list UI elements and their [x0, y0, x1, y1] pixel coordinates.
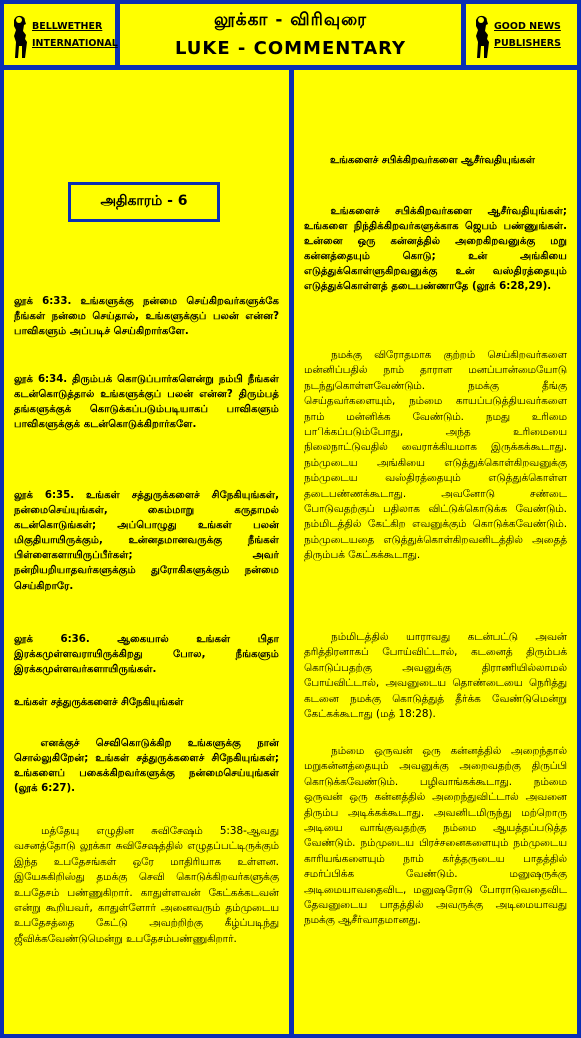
title-english: LUKE - COMMENTARY	[174, 38, 407, 59]
bellwether-logo-line1: BELLWETHER	[32, 21, 103, 32]
chapter-label: அதிகாரம் - 6	[68, 182, 220, 222]
verse-6-34: லூக் 6:34. திரும்பக் கொடுப்பார்களென்று நம்பி நீங்கள் கடன்கொடுத்தால் உங்களுக்குப் பலன் என்ன? திரும்பத் தங்களுக்குக் கொடுக்கப்படும்படியாகப் பாவிகளும் பாவிகளுக்குக் கடன்கொடுக்கிறார்களே.	[14, 374, 279, 431]
section-heading: உங்கள் சத்துருக்களைச் சிநேகியுங்கள்	[14, 697, 184, 708]
commentary-paragraph-2: நம்மிடத்தில் யாராவது கடன்பட்டு அவன் தரித்திரனாகப் போய்விட்டால், கடனைத் திரும்பக் கொடுப்பதற்கு அவனுக்கு திராணியில்லாமல் போய்விட்டால், அவனுடைய தொண்டையை நெரித்து கடனை நமக்கு கொடுத்துத் தீர்க்க வேண்டுமென்று கேட்கக்கூடாது (மத் 18:28).	[304, 631, 567, 721]
commentary-paragraph-1: நமக்கு விரோதமாக குற்றம் செய்கிறவர்களை மன்னிப்பதில் நாம் தாராள மனப்பான்மையோடு நடந்துகொள்ளவேண்டும். நமக்கு தீங்கு செய்தவர்களையும், நம்மை காயப்படுத்தியவர்களை நாம் மன்னிக்க வேண்டும். நமது உரிமை பாிக்கப்படும்போது, அந்த உரிமையை நிலைநாட்டுவதில் வைராக்கியமாக இருக்கக்கூடாது. நம்முடைய அங்கியை எடுத்துக்கொள்கிறவனுக்கு நம்முடைய வஸ்திரத்தையும் எடுத்துக்கொள்ள தடைபண்ணக்கூடாது. அவனோடு சண்டை போடுவதற்குப் பதிலாக விட்டுக்கொடுக்க வேண்டும். நம்மிடத்தில் கேட்கிற எவனுக்கும் கொடுக்கவேண்டும். நம்முடையதை எடுத்துக்கொள்கிறவனிடத்தில் அதைத் திரும்பக் கேட்கக்கூடாது.	[304, 349, 567, 562]
bellwether-logo-line2: INTERNATIONAL	[32, 38, 118, 49]
commentary-paragraph-3: நம்மை ஒருவன் ஒரு கன்னத்தில் அறைந்தால் மறுகன்னத்தையும் அவனுக்கு அறைவதற்கு திருப்பி கொடுக்கவேண்டும். பழிவாங்கக்கூடாது. நம்மை ஒருவன் ஒரு கன்னத்தில் அறைந்துவிட்டால் அவனை திரும்ப அடிக்கக்கூடாது. அவனிடமிருந்து மற்றொரு அடியை வாங்குவதற்கு நம்மை ஆயத்தப்படுத்த வேண்டும். நம்முடைய பிரச்சனைகளையும் நம்முடைய காரியங்களையும் நாம் கர்த்தருடைய பாதத்தில் சமர்ப்பிக்க வேண்டும். மனுஷருக்கு அடிமையாவதைவிட, மனுஷரோடு போராடுவதைவிட தேவனுடைய பாதத்தில் அவருக்கு அடிமையாவது நமக்கு ஆசீர்வாதமானது.	[304, 745, 567, 927]
title-tamil: லூக்கா - விரிவுரை	[213, 10, 368, 30]
quote-6-27: எனக்குச் செவிகொடுக்கிற உங்களுக்கு நான் சொல்லுகிறேன்; உங்கள் சத்துருக்களைச் சிநேகியுங்கள்; உங்களைப் பகைக்கிறவர்களுக்கு நன்மைசெய்யுங்கள் (லூக் 6:27).	[14, 738, 279, 795]
verse-6-35: லூக் 6:35. உங்கள் சத்துருக்களைச் சிநேகியுங்கள், நன்மைசெய்யுங்கள், கைம்மாறு கருதாமல் கடன்கொடுங்கள்; அப்பொழுது உங்கள் பலன் மிகுதியாயிருக்கும், உன்னதமானவருக்கு நீங்கள் பிள்ளைகளாயிருப்பீர்கள்; அவர் நன்றியறியாதவர்களுக்கும் துரோகிகளுக்கும் நன்மை செய்கிறாரே.	[14, 490, 279, 592]
header-right-logo-panel	[466, 4, 577, 65]
left-column	[4, 70, 289, 1034]
bellwether-logo	[10, 14, 118, 58]
good-news-logo	[472, 14, 571, 58]
right-heading: உங்களைச் சபிக்கிறவர்களை ஆசீர்வதியுங்கள்	[330, 155, 535, 166]
commentary-paragraph-left: மத்தேயு எழுதின சுவிசேஷம் 5:38-ஆவது வசனத்தோடு லூக்கா சுவிசேஷத்தில் எழுதப்பட்டிருக்கும் இந்த உபதேசங்கள் ஒரே மாதிரியாக உள்ளன. இயேசுகிறிஸ்து தமக்கு செவி கொடுக்கிறவர்களுக்கு உபதேசம் பண்ணுகிறார். காதுள்ளவன் கேட்கக்கடவன் என்று கூறியவர், காதுள்ளோர் அனைவரும் தம்முடைய உபதேசத்தை கேட்டு அவற்றிற்கு கீழ்ப்படிந்து ஜீவிக்கவேண்டுமென்று உபதேசம்பண்ணுகிறார்.	[14, 825, 279, 945]
good-news-ram-icon	[472, 14, 494, 58]
quote-6-28-29: உங்களைச் சபிக்கிறவர்களை ஆசீர்வதியுங்கள்; உங்களை நிந்திக்கிறவர்களுக்காக ஜெபம் பண்ணுங்கள். உன்னை ஒரு கன்னத்தில் அறைகிறவனுக்கு மறு கன்னத்தையும் கொடு; உன் அங்கியை எடுத்துக்கொள்ளுகிறவனுக்கு உன் வஸ்திரத்தையும் எடுத்துக்கொள்ளத் தடைபண்ணாதே (லூக் 6:28,29).	[304, 206, 567, 293]
good-news-logo-line2: PUBLISHERS	[494, 38, 561, 49]
right-column	[294, 70, 577, 1034]
verse-6-36: லூக் 6:36. ஆகையால் உங்கள் பிதா இரக்கமுள்ளவராயிருக்கிறது போல, நீங்களும் இரக்கமுள்ளவர்களாயிருங்கள்.	[14, 634, 279, 676]
header-title-panel	[120, 4, 461, 65]
bellwether-ram-icon	[10, 14, 32, 58]
header-left-logo-panel	[4, 4, 118, 65]
verse-6-33: லூக் 6:33. உங்களுக்கு நன்மை செய்கிறவர்களுக்கே நீங்கள் நன்மை செய்தால், உங்களுக்குப் பலன் என்ன? பாவிகளும் அப்படிச் செய்கிறார்களே.	[14, 296, 279, 338]
good-news-logo-line1: GOOD NEWS	[494, 21, 561, 32]
